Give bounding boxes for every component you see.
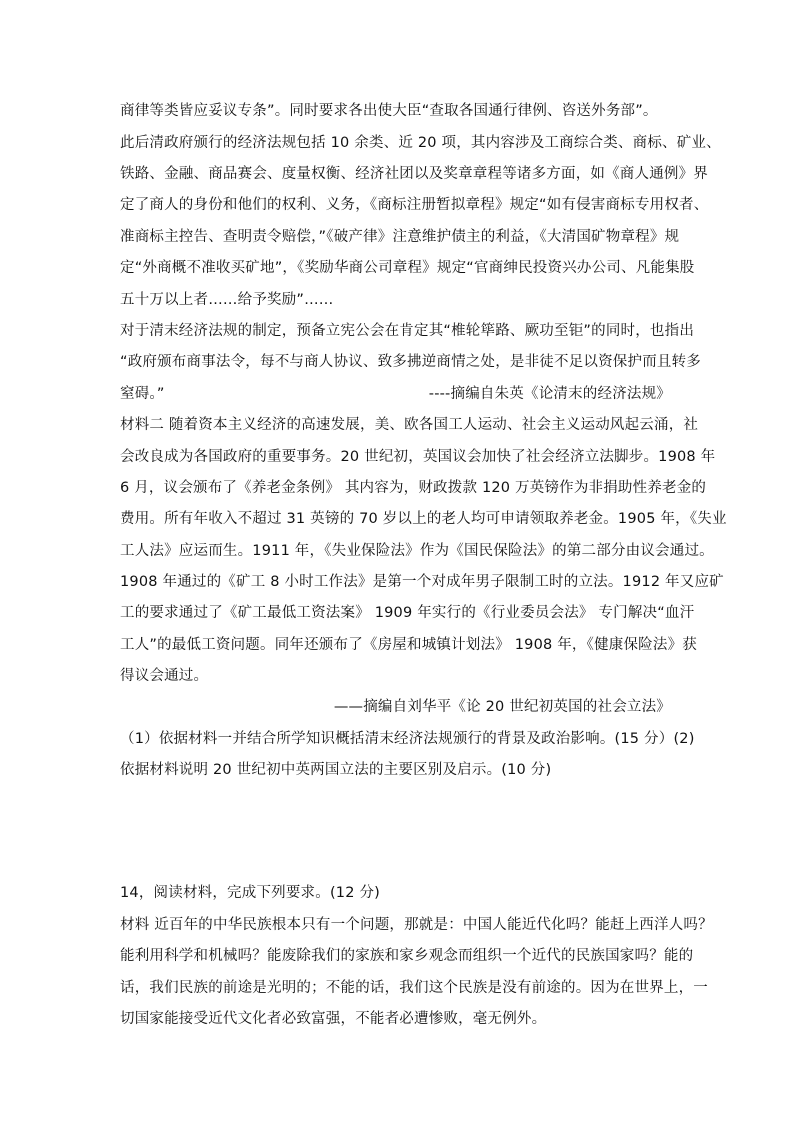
text-line: 得议会通过。 (120, 668, 209, 684)
text-line: 工人法》应运而生。1911 年，《失业保险法》作为《国民保险法》的第二部分由议会通过。 (120, 543, 714, 559)
text-line: 话，我们民族的前途是光明的；不能的话，我们这个民族是没有前途的。因为在世界上，一 (120, 980, 708, 996)
text-line: 工人”的最低工资问题。同年还颁布了《房屋和城镇计划法》 1908 年，《健康保险法》获 (120, 637, 697, 653)
text-line: 定“外商概不准收买矿地”，《奖励华商公司章程》规定“官商绅民投资兴办公司、凡能集股 (120, 260, 695, 276)
text-line: 6 月，议会颁布了《养老金条例》 其内容为，财政拨款 120 万英镑作为非捐助性养老金的 (120, 480, 707, 496)
text-line: 1908 年通过的《矿工 8 小时工作法》是第一个对成年男子限制工时的立法。1912 年又应矿 (120, 574, 724, 590)
text-line: 定了商人的身份和他们的权利、义务，《商标注册暂拟章程》规定“如有侵害商标专用权者、 (120, 197, 709, 213)
source-citation: ----摘编自朱英《论清末的经济法规》 (428, 386, 671, 402)
text-line: 工的要求通过了《矿工最低工资法案》 1909 年实行的《行业委员会法》 专门解决“血汗 (120, 605, 695, 621)
text-line: 对于清末经济法规的制定，预备立宪公会在肯定其“椎轮筚路、厥功至钜”的同时，也指出 (120, 323, 695, 339)
text-line: 商律等类皆应妥议专条”。同时要求各出使大臣“查取各国通行律例、咨送外务部”。 (120, 103, 658, 119)
text-line: 材料 近百年的中华民族根本只有一个问题，那就是：中国人能近代化吗？能赶上西洋人吗？ (120, 917, 713, 933)
text-line: 此后清政府颁行的经济法规包括 10 余类、近 20 项，其内容涉及工商综合类、商标、矿业、 (120, 135, 721, 151)
text-line: 五十万以上者……给予奖励”…… (120, 292, 334, 308)
source-citation: ——摘编自刘华平《论 20 世纪初英国的社会立法》 (333, 699, 671, 715)
text-line: 费用。所有年收入不超过 31 英镑的 70 岁以上的老人均可申请领取养老金。1905 年，《失业 (120, 511, 727, 527)
text-line: “政府颁布商事法令，每不与商人协议、致多拂逆商情之处，是非徒不足以资保护而且转多 (120, 354, 702, 370)
question-line: 依据材料说明 20 世纪初中英两国立法的主要区别及启示。(10 分) (120, 762, 552, 778)
text-line: 材料二 随着资本主义经济的高速发展，美、欧各国工人运动、社会主义运动风起云涌，社 (120, 417, 699, 433)
text-line: 铁路、金融、商品赛会、度量权衡、经济社团以及奖章章程等诸多方面，如《商人通例》界 (120, 166, 708, 182)
text-line: 会改良成为各国政府的重要事务。20 世纪初，英国议会加快了社会经济立法脚步。1908 年 (120, 449, 716, 465)
question-title: 14，阅读材料，完成下列要求。(12 分) (120, 885, 381, 901)
text-line: 切国家能接受近代文化者必致富强，不能者必遭惨败，毫无例外。 (120, 1011, 547, 1027)
text-line: 窒碍。” (120, 386, 165, 402)
text-line: 准商标主控告、查明责令赔偿，”《破产律》注意维护债主的利益，《大清国矿物章程》规 (120, 229, 680, 245)
question-line: （1）依据材料一并结合所学知识概括清末经济法规颁行的背景及政治影响。(15 分）(2) (120, 731, 695, 747)
text-line: 能利用科学和机械吗？能废除我们的家族和家乡观念而组织一个近代的民族国家吗？能的 (120, 948, 694, 964)
